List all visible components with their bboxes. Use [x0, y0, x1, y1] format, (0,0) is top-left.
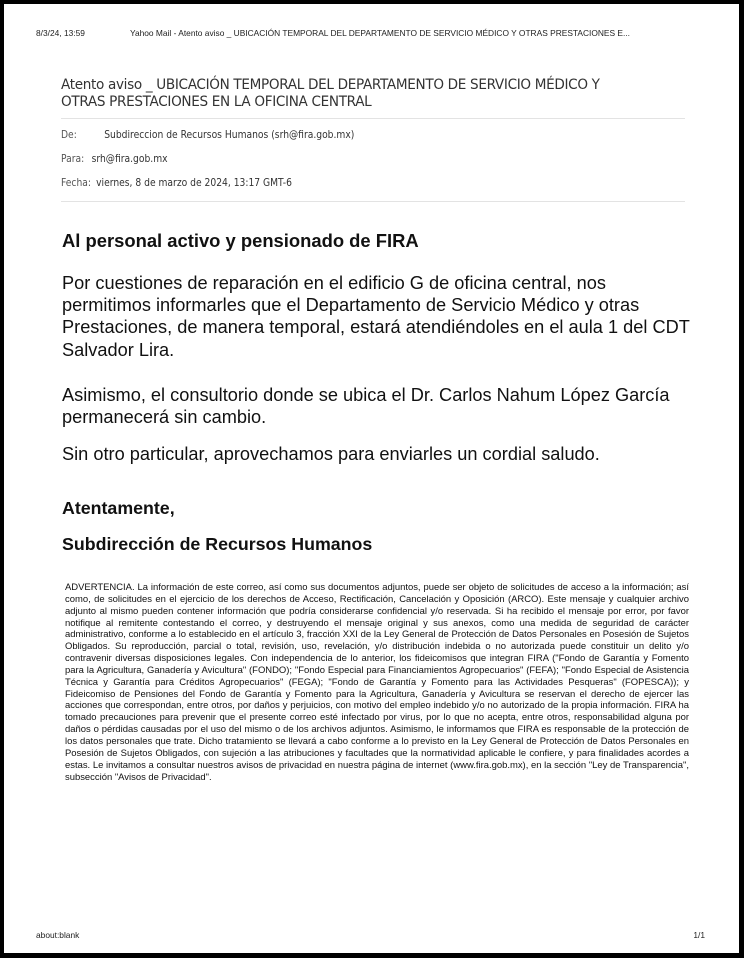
print-url: about:blank: [36, 930, 80, 940]
divider: [61, 201, 685, 202]
signature: Subdirección de Recursos Humanos: [62, 534, 373, 554]
date-value: viernes, 8 de marzo de 2024, 13:17 GMT-6: [96, 178, 292, 189]
printed-page: [4, 4, 739, 953]
divider: [61, 118, 685, 119]
email-from-row: [61, 130, 354, 141]
email-subject: Atento aviso _ UBICACIÓN TEMPORAL DEL DEPARTAMENTO DE SERVICIO MÉDICO Y OTRAS PRESTACIONES EN LA OFICINA CENTRAL: [61, 76, 600, 110]
date-label: Fecha:: [61, 178, 91, 189]
email-to-row: [61, 154, 168, 165]
from-value: Subdireccion de Recursos Humanos (srh@fira.gob.mx): [104, 130, 355, 141]
print-page-title: Yahoo Mail - Atento aviso _ UBICACIÓN TEMPORAL DEL DEPARTAMENTO DE SERVICIO MÉDICO Y OTRAS PRESTACIONES E...: [130, 28, 630, 38]
greeting-heading: Al personal activo y pensionado de FIRA: [62, 230, 419, 251]
from-label: De:: [61, 130, 77, 141]
print-datetime: 8/3/24, 13:59: [36, 28, 85, 38]
email-date-row: [61, 178, 292, 189]
closing: Atentamente,: [62, 498, 175, 518]
print-page-number: 1/1: [693, 930, 705, 940]
body-paragraph: Asimismo, el consultorio donde se ubica el Dr. Carlos Nahum López García permanecerá sin cambio.: [62, 385, 670, 428]
to-value: srh@fira.gob.mx: [91, 154, 168, 165]
body-paragraph: Sin otro particular, aprovechamos para enviarles un cordial saludo.: [62, 444, 600, 464]
body-paragraph: Por cuestiones de reparación en el edificio G de oficina central, nos permitimos informarles que el Departamento de Servicio Médico y otras Prestaciones, de manera temporal, estará atendiéndoles en el aula 1 del CDT Salvador Lira.: [62, 273, 690, 360]
to-label: Para:: [61, 154, 85, 165]
legal-disclaimer: ADVERTENCIA. La información de este correo, así como sus documentos adjuntos, puede ser objeto de solicitudes de acceso a la información; así como, de solicitudes en el ejercicio de los derechos de Acceso, Rectificación, Cancelación y Oposición (ARCO). Este mensaje y cualquier archivo adjunto al mismo pueden contener información que podría considerarse confidencial y/o reservada. Si ha recibido el mensaje por error, por favor notifique al remitente contestando el correo, y destruyendo el mensaje original y sus anexos, como una medida de seguridad de carácter administrativo, conforme a lo establecido en el artículo 3, fracción XXI de la Ley General de Protección de Datos Personales en Posesión de Sujetos Obligados. Su reproducción, parcial o total, revisión, uso, revelación, y/o distribución indebida o no autorizada puede constituir un delito y/o contravenir diversas disposiciones legales. Con independencia de lo anterior, los fideicomisos que integran FIRA ("Fondo de Garantía y Fomento para la Agricultura, Ganadería y Avicultura" (FONDO); "Fondo Especial para Financiamientos Agropecuarios" (FEFA); "Fondo Especial de Asistencia Técnica y Garantía para Créditos Agropecuarios" (FEGA); "Fondo de Garantía y Fomento para las Actividades Pesqueras" (FOPESCA)); y Fideicomiso de Pensiones del Fondo de Garantía y Fomento para la Agricultura, Ganadería y Avicultura se reservan el derecho de ejercer las acciones que correspondan, entre otros, por daños y perjuicios, con motivo del empleo indebido y/o no autorizado de la propia información. FIRA ha tomado precauciones para prevenir que el presente correo esté infectado por virus, por lo que no acepta, entre otros, responsabilidad alguna por daños o pérdidas causadas por el uso del mismo o de los archivos adjuntos. Asimismo, le informamos que FIRA es responsable de la protección de los datos personales que trate. Dicho tratamiento se llevará a cabo conforme a lo previsto en la Ley General de Protección de Datos Personales en Posesión de Sujetos Obligados, con sujeción a las atribuciones y facultades que la normatividad aplicable le confiere, y para finalidades acordes a estas. Le invitamos a consultar nuestros avisos de privacidad en nuestra página de internet (www.fira.gob.mx), en la sección "Ley de Transparencia", subsección "Avisos de Privacidad".: [65, 582, 689, 783]
